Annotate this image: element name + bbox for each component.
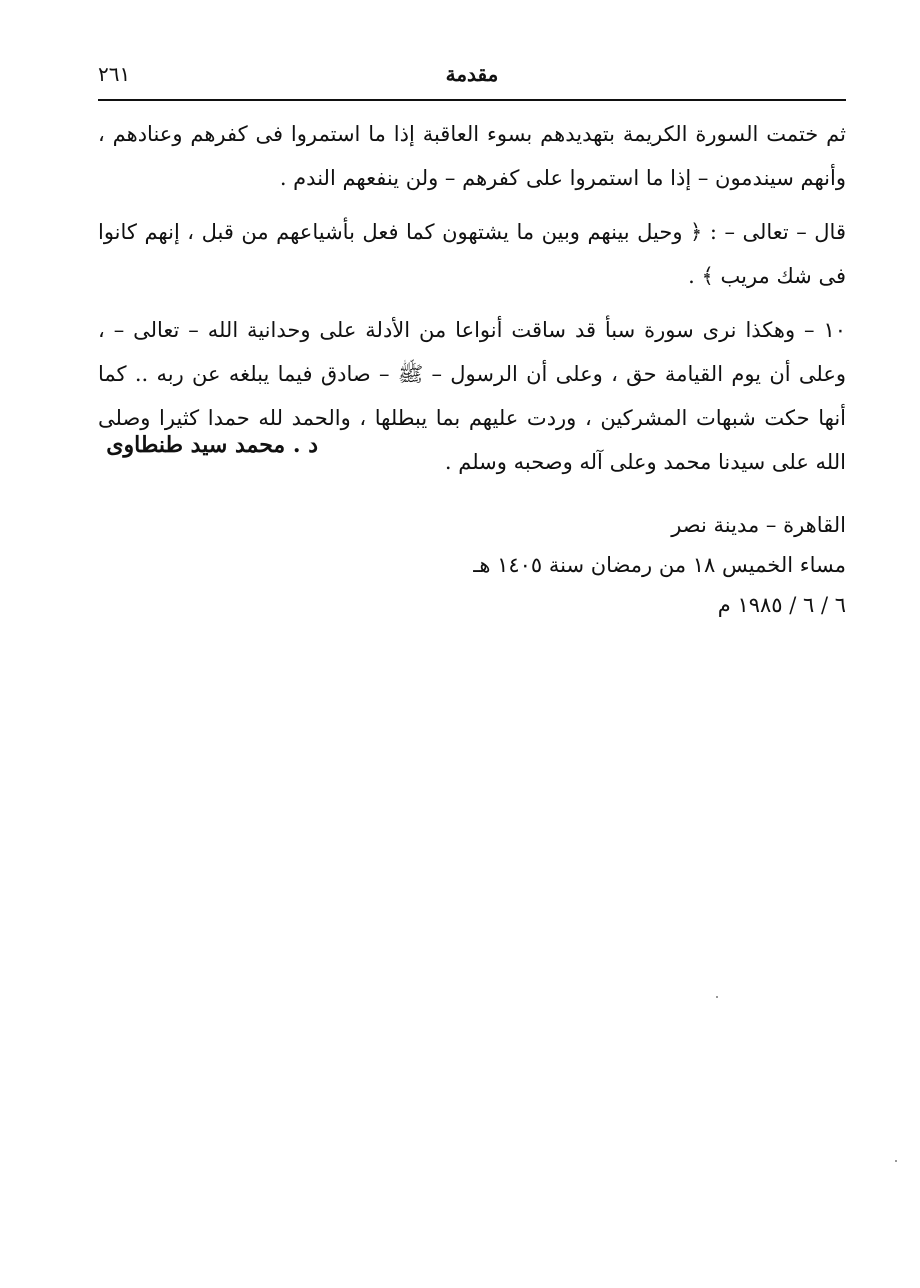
gregorian-date-line: ٦ / ٦ / ١٩٨٥ م bbox=[717, 593, 846, 617]
page-header bbox=[98, 56, 846, 96]
scan-speck bbox=[716, 996, 718, 998]
paragraph-quran-quote: قال – تعالى – : ﴿ وحيل بينهم وبين ما يشتهون كما فعل بأشياعهم من قبل ، إنهم كانوا فى شك مريب ﴾ . bbox=[98, 220, 846, 288]
author-signature: د . محمد سيد طنطاوى bbox=[106, 432, 318, 458]
hijri-date-line: مساء الخميس ١٨ من رمضان سنة ١٤٠٥ هـ bbox=[473, 553, 846, 577]
place-line: القاهرة – مدينة نصر bbox=[671, 513, 846, 537]
page-number: ٢٦١ bbox=[98, 62, 131, 86]
paragraph-summary: ١٠ – وهكذا نرى سورة سبأ قد ساقت أنواعا من الأدلة على وحدانية الله – تعالى – ، وعلى أن يوم القيامة حق ، وعلى أن الرسول – ﷺ – صادق فيما يبلغه عن ربه .. كما أنها حكت شبهات المشركين ، وردت عليهم بما يبطلها ، والحمد لله حمدا كثيرا وصلى الله على سيدنا محمد وعلى آله وصحبه وسلم . bbox=[98, 318, 846, 474]
header-divider bbox=[98, 99, 846, 101]
paragraph-conclusion: ثم ختمت السورة الكريمة بتهديدهم بسوء العاقبة إذا ما استمروا فى كفرهم وعنادهم ، وأنهم سيندمون – إذا ما استمروا على كفرهم – ولن ينفعهم الندم . bbox=[98, 122, 846, 190]
section-title: مقدمة bbox=[445, 62, 499, 86]
scan-speck bbox=[895, 1160, 897, 1162]
place-date-block bbox=[98, 505, 846, 625]
